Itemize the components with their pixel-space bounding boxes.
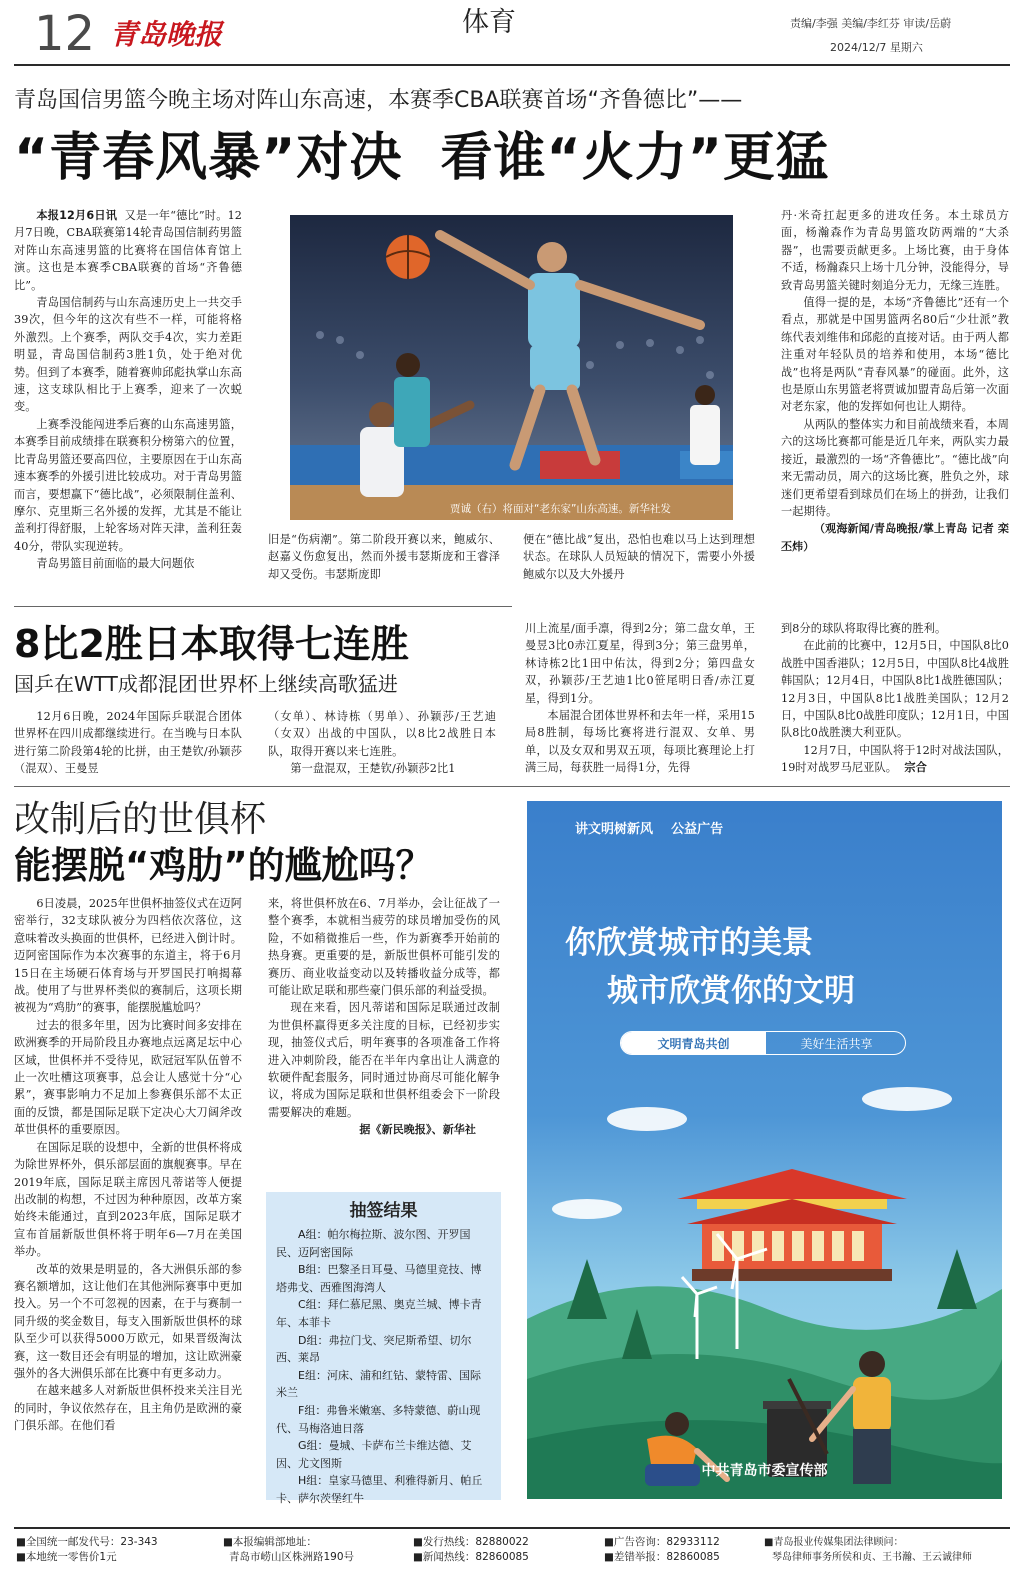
article1-col4 (781, 207, 1009, 555)
footer-line: ■新闻热线：82860085 (413, 1551, 529, 1563)
footer-line: 青岛市崂山区株洲路190号 (229, 1551, 355, 1563)
paragraph: 又是一年“德比”时。12月7日晚，CBA联赛第14轮青岛国信制药男篮对阵山东高速男篮的比赛将在国信体育馆上演。这也是本赛季CBA联赛的首场“齐鲁德比”。 (14, 209, 243, 292)
article2-col3 (525, 620, 755, 777)
article3-headline-line2: 能摆脱“鸡肋”的尴尬吗？ (14, 844, 433, 887)
divider (14, 606, 512, 607)
article2-col2 (268, 708, 496, 778)
footer-line: ■本地统一零售价1元 (16, 1551, 117, 1563)
pavilion-icon (677, 1169, 907, 1281)
paragraph: 从两队的整体实力和目前战绩来看，本周六的这场比赛都可能是近几年来，两队实力最接近，最激烈的一场“齐鲁德比”。“德比战”向来无需动员，周六的这场比赛，胜负之外，球迷们更希望看到球员们在场上的拼劲，让我们一起期待。 (781, 417, 1009, 518)
article3-headline-line1: 改制后的世俱杯 (14, 799, 267, 840)
group-entry: G组：曼城、卡萨布兰卡维达德、艾因、尤文图斯 (276, 1439, 472, 1470)
footer-line: 琴岛律师事务所侯和贞、王书瀚、王云诚律师 (772, 1552, 972, 1563)
photo-caption: 贾诚（右）将面对“老东家”山东高速。新华社发 (450, 503, 671, 515)
paper-logo: 青岛晚报 (110, 18, 223, 51)
issue-date: 2024/12/7 星期六 (830, 41, 923, 54)
group-entry: D组：弗拉门戈、突尼斯希望、切尔西、莱昂 (276, 1333, 472, 1365)
paragraph-text: 12月7日，中国队将于12时对战法国队，19时对战罗马尼亚队。 (781, 743, 1009, 775)
footer-legal (764, 1535, 1010, 1565)
draw-results-box (266, 1192, 501, 1505)
paragraph: 6日凌晨，2025年世俱杯抽签仪式在迈阿密举行，32支球队被分为四档依次落位，这意味着改头换面的世俱杯，已经进入倒计时。迈阿密国际作为本次赛事的东道主，将于6月15日在主场硬石体育场与开罗国民打响揭幕战。使用了与世界杯类似的赛制后，这项长期被视为“鸡肋”的赛事，能摆脱尴尬吗？ (14, 897, 242, 1015)
ad-sponsor: 中共青岛市委宣传部 (701, 1463, 828, 1479)
article2-byline: 宗合 (904, 761, 927, 775)
paragraph: 青岛国信制药与山东高速历史上一共交手39次，但今年的这次有些不一样，可能将格外激烈。上个赛季，两队交手4次，实力差距明显，青岛国信制药3胜1负，处于绝对优势。但到了本赛季，随着赛帅邱彪执掌山东高速，这支球队相比于上赛季，迎来了一次蜕变。 (14, 296, 242, 414)
paragraph: 12月6日晚，2024年国际乒联混合团体世界杯在四川成都继续进行。在当晚与日本队进行第二阶段第4轮的比拼，由王楚钦/孙颖莎（混双）、王曼昱 (14, 710, 242, 776)
article3-byline: 据《新民晚报》、新华社 (359, 1123, 476, 1137)
group-entry: A组：帕尔梅拉斯、波尔图、开罗国民、迈阿密国际 (276, 1228, 471, 1259)
article1-headline: “青春风暴”对决 看谁“火力”更猛 (14, 128, 829, 188)
paragraph: 川上流星/面手凛，得到2分；第二盘女单，王曼昱3比0赤江夏星，得到3分；第三盘男单，林诗栋2比1田中佑汰，得到2分；第四盘女双，孙颖莎/王艺迪1比0笹尾明日香/赤江夏星，得到1分。 (525, 622, 755, 705)
masthead-rule (14, 64, 1010, 66)
footer-line: ■发行热线：82880022 (413, 1536, 529, 1548)
footer-ad-contact (604, 1535, 764, 1565)
paragraph: 第一盘混双，王楚钦/孙颖莎2比1 (290, 762, 456, 776)
editors-credit: 责编/李强 美编/李红芬 审读/岳蔚 (790, 17, 952, 30)
article1-kicker: 青岛国信男篮今晚主场对阵山东高速，本赛季CBA联赛首场“齐鲁德比”—— (14, 88, 743, 113)
paragraph: （女单）、林诗栋（男单）、孙颖莎/王艺迪（女双）出战的中国队，以8比2战胜日本队，取得开赛以来七连胜。 (268, 710, 496, 758)
ad-pill-right: 美好生活共享 (800, 1037, 873, 1051)
footer-address (223, 1535, 413, 1565)
article3-col1 (14, 895, 242, 1435)
ad-headline-line1: 你欣赏城市的美景 (565, 925, 813, 961)
footer-line: ■全国统一邮发代号：23-343 (16, 1536, 158, 1548)
draw-results-title: 抽签结果 (349, 1201, 418, 1221)
ad-tag: 讲文明树新风 公益广告 (575, 822, 724, 837)
public-service-ad (527, 801, 1002, 1499)
article1-col1 (14, 207, 242, 573)
basketball-photo-illustration (290, 215, 733, 520)
paragraph: 上赛季没能闯进季后赛的山东高速男篮，本赛季目前成绩排在联赛积分榜第六的位置，比青岛男篮还要高四位，主要原因在于山东高速本赛季的外援引进比较成功。对于青岛男篮而言，要想赢下“德比战”，必须限制住盖利、摩尔、克里斯三名外援的发挥，尤其是不能让盖利打得舒服，上轮客场对阵天津，盖利狂轰40分，带队实现逆转。 (14, 417, 242, 553)
footer-line: ■差错举报：82860085 (604, 1551, 720, 1563)
paragraph: 值得一提的是，本场“齐鲁德比”还有一个看点，那就是中国男篮两名80后“少壮派”教练代表刘维伟和邱彪的直接对话。由于两人都注重对年轻队员的培养和使用，本场“德比战”也将是两队“青春风暴”的碰面。此外，这也是原山东男篮老将贾诚加盟青岛后第一次面对老东家，他的发挥如何也让人期待。 (781, 296, 1009, 414)
footer-rule (14, 1527, 1010, 1529)
article1-byline: （观海新闻/青岛晚报/掌上青岛 记者 栾丕炜） (781, 522, 1009, 553)
ad-pill (620, 1031, 906, 1055)
article3-col2 (268, 895, 500, 1139)
basketball-photo (290, 215, 733, 520)
group-entry: H组：皇家马德里、利雅得新月、帕丘卡、萨尔茨堡红牛 (276, 1474, 483, 1505)
footer-line: ■本报编辑部地址： (223, 1536, 317, 1548)
article1-col2: 旧是“伤病潮”。第二阶段开赛以来，鲍威尔、赵嘉义伤愈复出，然而外援韦瑟斯庞和王睿泽却又受伤。韦瑟斯庞即 (268, 533, 500, 581)
page-number: 12 (34, 6, 96, 62)
article2-headline: 8比2胜日本取得七连胜 (14, 622, 409, 666)
article1-lead: 本报12月6日讯 (36, 209, 118, 222)
ad-headline-line2: 城市欣赏你的文明 (607, 973, 855, 1009)
footer-postal (16, 1535, 216, 1565)
group-entry: C组：拜仁慕尼黑、奥克兰城、博卡青年、本菲卡 (276, 1298, 482, 1329)
article2-col4 (781, 620, 1009, 777)
footer-line: ■青岛报业传媒集团法律顾问： (764, 1537, 904, 1548)
footer-line: ■广告咨询：82933112 (604, 1536, 720, 1548)
ad-pill-left: 文明青岛共创 (621, 1032, 766, 1055)
paragraph: 在国际足联的设想中，全新的世俱杯将成为除世界杯外，俱乐部层面的旗舰赛事。早在2019年底，国际足联主席因凡蒂诺等人便提出改制的构想，不过因为种种原因，改革方案始终未能通过，直到2023年底，国际足联才宣布首届新版世俱杯将于明年6—7月在美国举办。 (14, 1140, 242, 1259)
divider (14, 786, 1010, 787)
section-title: 体育 (462, 7, 516, 38)
article1-col3: 便在“德比战”复出，恐怕也难以马上达到理想状态。在球队人员短缺的情况下，需要小外援鲍威尔以及大外援丹 (523, 533, 755, 581)
paragraph: 在此前的比赛中，12月5日，中国队8比0战胜中国香港队；12月5日，中国队8比4战胜韩国队；12月4日，中国队8比1战胜德国队；12月3日，中国队8比1战胜美国队；12月2日，中国队8比0战胜印度队；12月1日，中国队8比0战胜澳大利亚队。 (781, 639, 1009, 740)
article2-col1 (14, 708, 242, 778)
group-entry: F组：弗鲁米嫩塞、多特蒙德、蔚山现代、马梅洛迪日落 (276, 1403, 481, 1435)
group-entry: B组：巴黎圣日耳曼、马德里竞技、博塔弗戈、西雅图海湾人 (276, 1263, 482, 1294)
paragraph: 在越来越多人对新版世俱杯投来关注目光的同时，争议依然存在，且主角仍是欧洲的豪门俱乐部。在他们看 (14, 1384, 242, 1433)
paragraph: 改革的效果是明显的，各大洲俱乐部的参赛名额增加，这让他们在其他洲际赛事中更加投入。另一个不可忽视的因素，在于与赛制一同升级的奖金数目，每支入围新版世俱杯的球队至少可以获得5000万欧元，如果晋级淘汰赛，这一数目还会有明显的增加，这让欧洲豪强外的各大洲俱乐部在比赛中有更多动力。 (14, 1262, 242, 1380)
article2-subhead: 国乒在WTT成都混团世界杯上继续高歌猛进 (14, 672, 398, 696)
group-entry: E组：河床、浦和红钻、蒙特雷、国际米兰 (276, 1368, 481, 1400)
paragraph: 来，将世俱杯放在6、7月举办，会让征战了一整个赛季，本就相当疲劳的球员增加受伤的风险，不如稍微推后一些，作为新赛季开始前的热身赛。更重要的是，新版世俱杯可能引发的赛历、商业收益变动以及转播收益分成等，都可能让欧足联和那些豪门俱乐部的利益受损。 (268, 897, 500, 998)
ad-illustration (527, 1059, 1002, 1499)
paragraph: 丹·米奇扛起更多的进攻任务。本土球员方面，杨瀚森作为青岛男篮攻防两端的“大杀器”，也需要贡献更多。上场比赛，由于身体不适，杨瀚森只上场十几分钟，没能得分，导致青岛男篮关键时刻追分无力，无缘三连胜。 (781, 209, 1009, 292)
paragraph: 到8分的球队将取得比赛的胜利。 (781, 622, 947, 635)
paragraph (781, 742, 1009, 777)
paragraph: 现在来看，因凡蒂诺和国际足联通过改制为世俱杯赢得更多关注度的目标，已经初步实现，抽签仪式后，明年赛事的各项准备工作将进入冲刺阶段，能否在半年内拿出让人满意的软硬件配套服务，同时通过协商尽可能化解争议，将成为国际足联和世俱杯组委会下一阶段需要解决的难题。 (268, 1001, 500, 1119)
footer-hotlines (413, 1535, 593, 1565)
paragraph: 本届混合团体世界杯和去年一样，采用15局8胜制，每场比赛将进行混双、女单、男单，以及女双和男双五项，每项比赛理论上打满三局，每获胜一局得1分，先得 (525, 709, 755, 775)
paragraph: 青岛男篮目前面临的最大问题依 (36, 557, 195, 571)
paragraph: 过去的很多年里，因为比赛时间多安排在欧洲赛季的开局阶段且办赛地点远离足坛中心区域，世俱杯并不受待见，欧冠冠军队伍曾不止一次吐槽这项赛事，总会让人感觉十分“心累”，赛事影响力不足加上参赛俱乐部不太正面的反馈，都是国际足联下定决心大刀阔斧改革世俱杯的重要原因。 (14, 1018, 242, 1137)
